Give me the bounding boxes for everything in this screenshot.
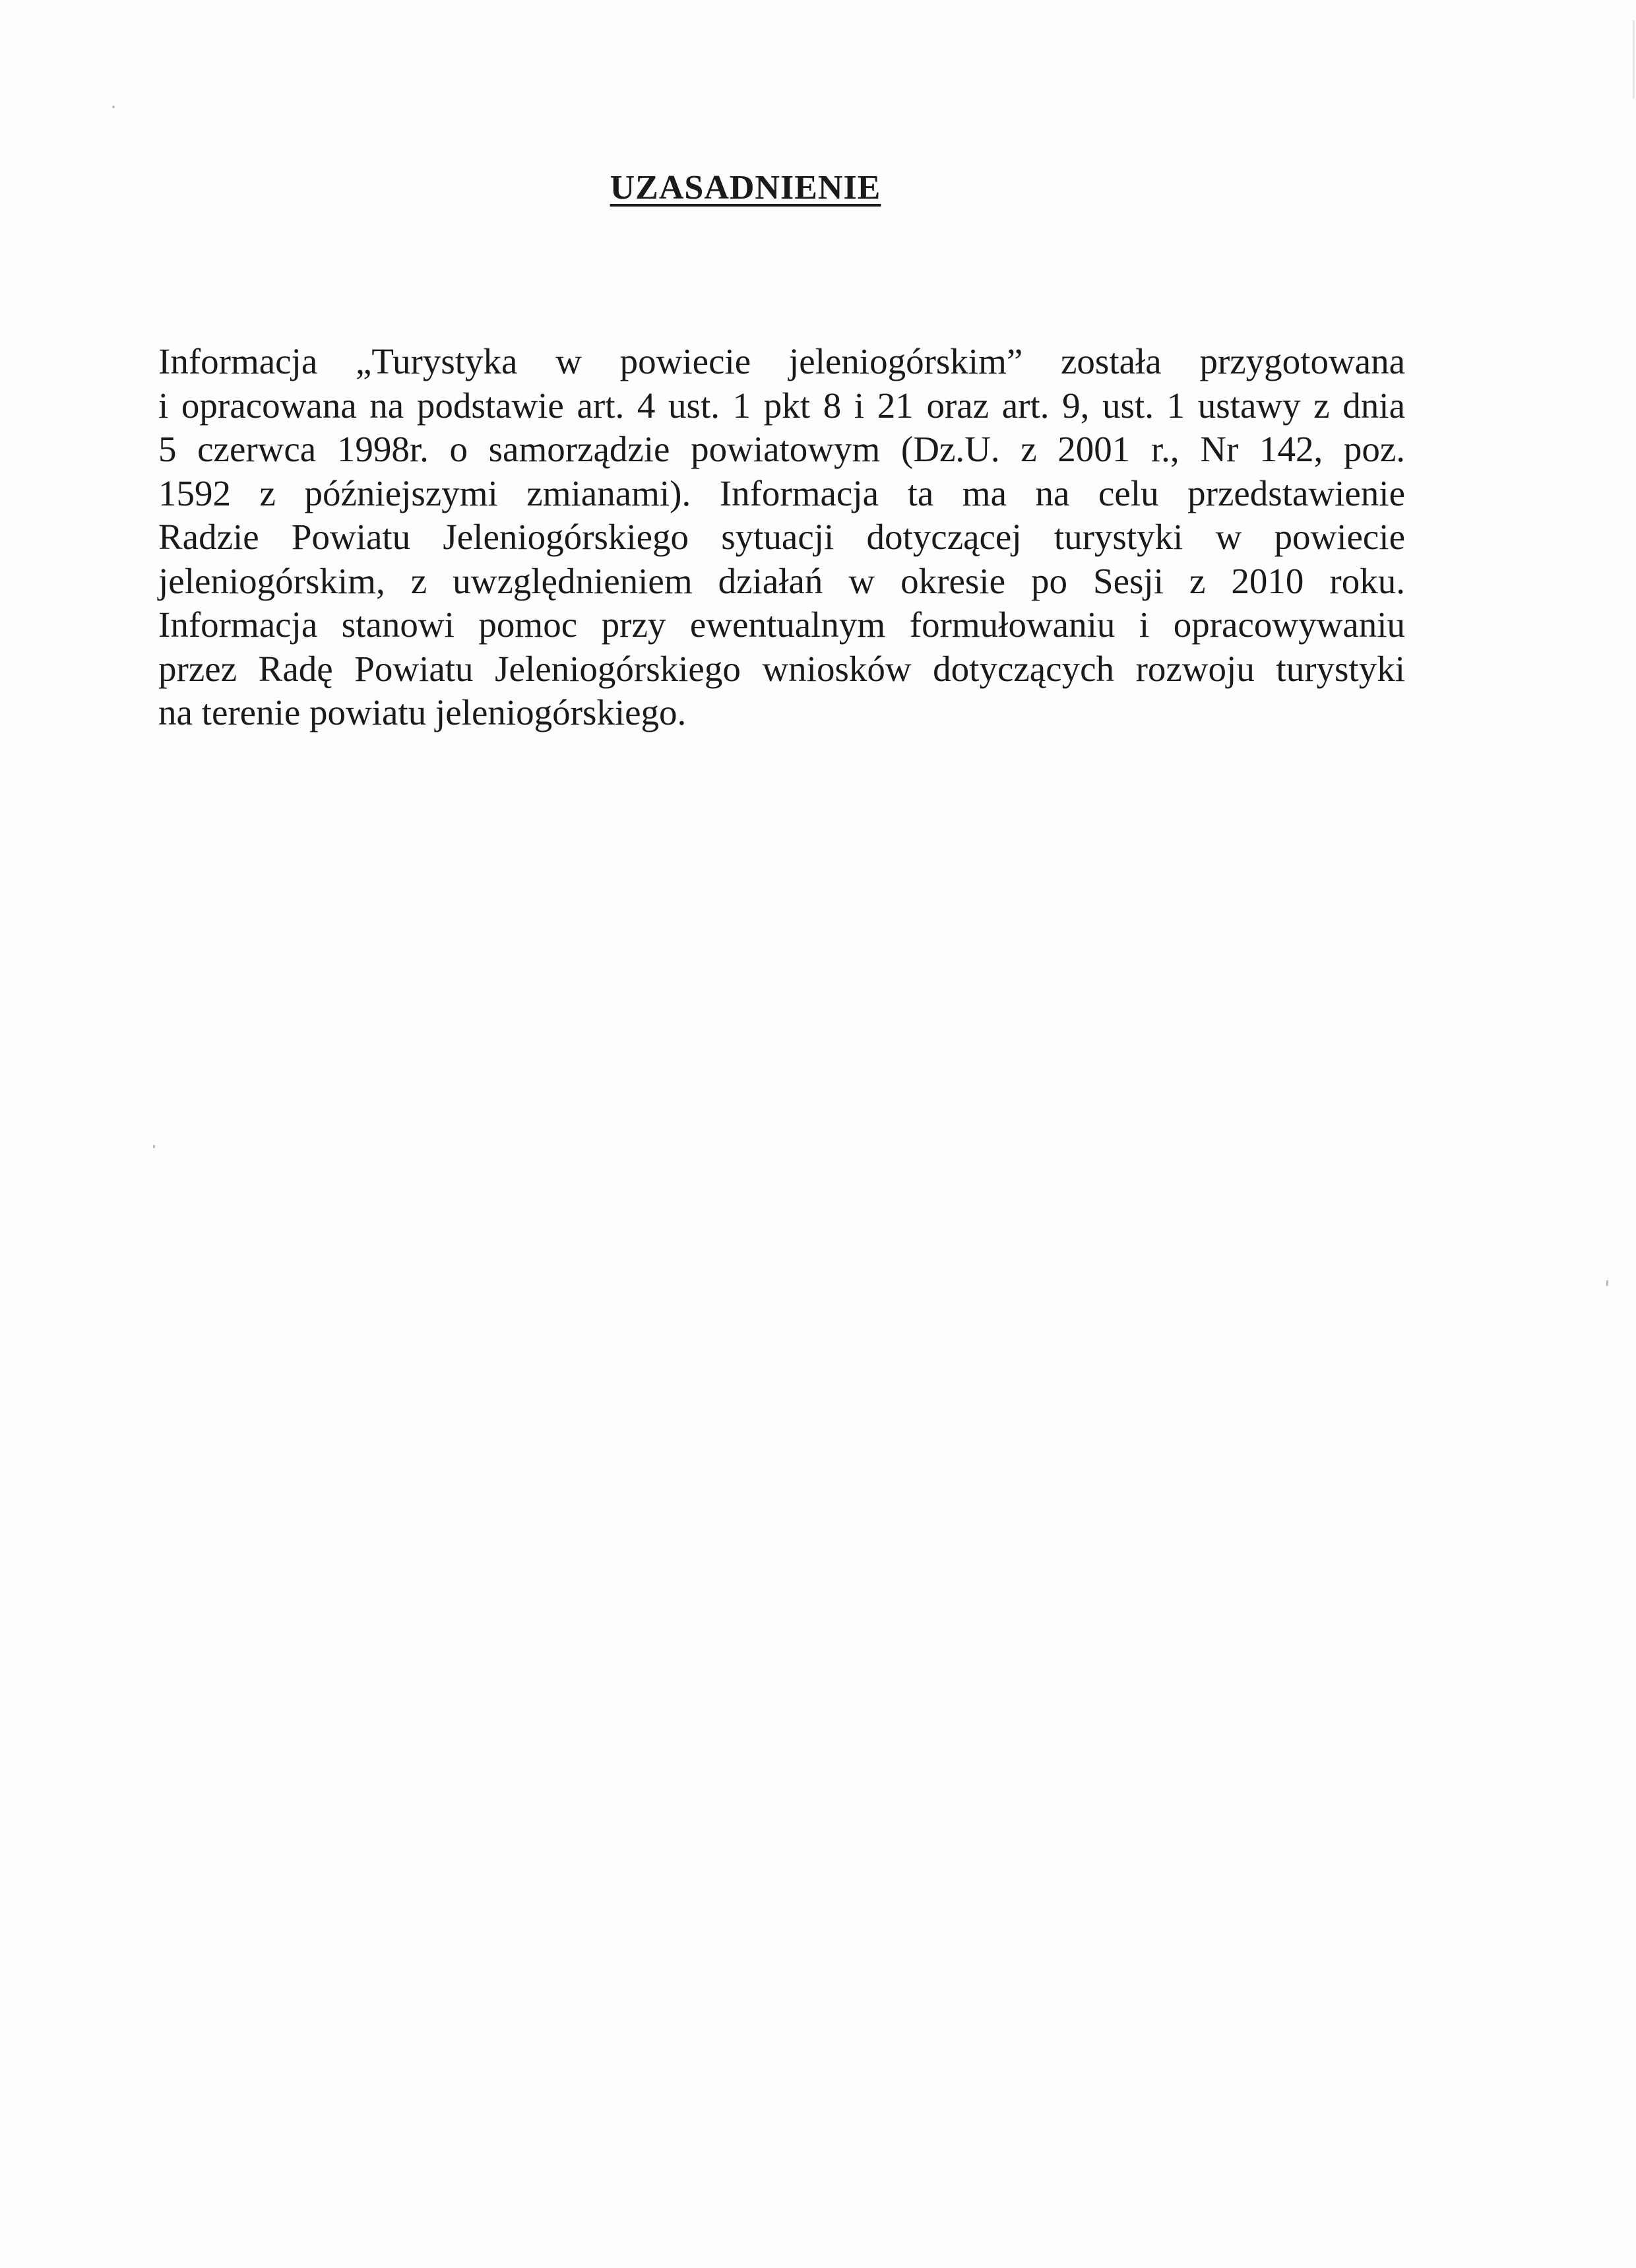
paragraph-line: 1592 z późniejszymi zmianami). Informacja ta ma na celu przedstawienie [158, 472, 1405, 513]
document-title: UZASADNIENIE [610, 169, 881, 207]
scan-speck [1606, 1280, 1608, 1286]
paragraph-line: Radzie Powiatu Jeleniogórskiego sytuacji dotyczącej turystyki w powiecie [158, 517, 1405, 557]
paragraph-line: przez Radę Powiatu Jeleniogórskiego wniosków dotyczących rozwoju turystyki [158, 648, 1405, 689]
scan-speck [153, 1145, 155, 1148]
paragraph-line: 5 czerwca 1998r. o samorządzie powiatowym (Dz.U. z 2001 r., Nr 142, poz. [158, 429, 1405, 469]
paragraph-line: Informacja „Turystyka w powiecie jeleniogórskim” została przygotowana [158, 341, 1405, 381]
scan-speck [112, 106, 115, 108]
paragraph-line: jeleniogórskim, z uwzględnieniem działań w okresie po Sesji z 2010 roku. [158, 560, 1405, 601]
paragraph-line: Informacja stanowi pomoc przy ewentualnym formułowaniu i opracowywaniu [158, 604, 1405, 645]
paragraph-line: i opracowana na podstawie art. 4 ust. 1 pkt 8 i 21 oraz art. 9, ust. 1 ustawy z dnia [158, 385, 1405, 426]
justification-paragraph [158, 340, 1405, 735]
scan-speck [1633, 20, 1635, 99]
paragraph-line: na terenie powiatu jeleniogórskiego. [158, 692, 687, 732]
